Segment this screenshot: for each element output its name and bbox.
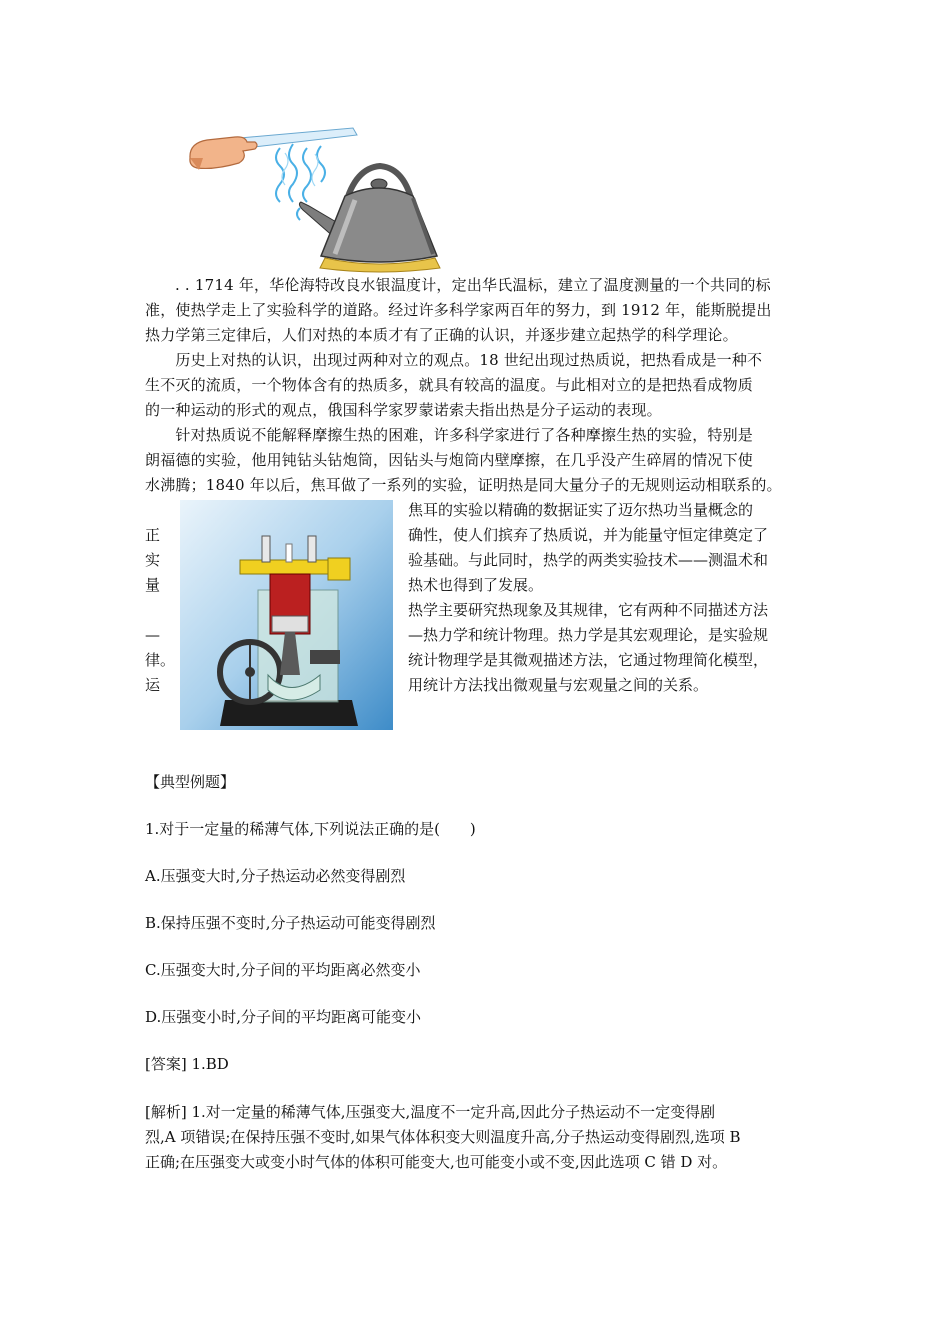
option-a: A.压强变大时,分子热运动必然变得剧烈 [145,867,406,885]
paragraph-line: 水沸腾；1840 年以后，焦耳做了一系列的实验，证明热是同大量分子的无规则运动相联系的。 [145,476,782,494]
paragraph-line: . . 1714 年，华伦海特改良水银温度计，定出华氏温标，建立了温度测量的一个共同的标 [175,276,771,294]
paragraph-line: 统计物理学是其微观描述方法，它通过物理简化模型， [408,651,769,669]
left-fragment: 正 [145,526,161,544]
question-text: 1.对于一定量的稀薄气体,下列说法正确的是( ) [145,820,476,838]
paragraph-line: 热力学第三定律后，人们对热的本质才有了正确的认识，并逐步建立起热学的科学理论。 [145,326,738,344]
paragraph-line: 朗福德的实验，他用钝钻头钻炮筒，因钻头与炮筒内壁摩擦，在几乎没产生碎屑的情况下使 [145,451,754,469]
left-fragment: 律。 [145,651,176,669]
paragraph-line: 的一种运动的形式的观点，俄国科学家罗蒙诺索夫指出热是分子运动的表现。 [145,401,662,419]
paragraph-line: 准，使热学走上了实验科学的道路。经过许多科学家两百年的努力，到 1912 年，能斯脱提出 [145,301,772,319]
left-fragment: 量 [145,576,161,594]
left-fragment: 实 [145,551,161,569]
option-d: D.压强变小时,分子间的平均距离可能变小 [145,1008,422,1026]
explanation-line: [解析] 1.对一定量的稀薄气体,压强变大,温度不一定升高,因此分子热运动不一定变得剧 [145,1103,716,1121]
paragraph-line: 确性，使人们摈弃了热质说，并为能量守恒定律奠定了 [408,526,769,544]
paragraph-line: 焦耳的实验以精确的数据证实了迈尔热功当量概念的 [408,501,754,519]
paragraph-line: —热力学和统计物理。热力学是其宏观理论，是实验规 [408,626,769,644]
left-fragment: 运 [145,676,161,694]
paragraph-2 [145,348,810,423]
paragraph-line: 热学主要研究热现象及其规律，它有两种不同描述方法 [408,601,769,619]
paragraph-line: 用统计方法找出微观量与宏观量之间的关系。 [408,676,709,694]
paragraph-line: 验基础。与此同时，热学的两类实验技术——测温术和 [408,551,769,569]
left-fragment: — [145,626,160,644]
kettle-illustration [185,118,450,273]
explanation-line: 烈,A 项错误;在保持压强不变时,如果气体体积变大则温度升高,分子热运动变得剧烈,选项 B [145,1128,741,1146]
answer-text: [答案] 1.BD [145,1055,229,1073]
section-heading: 【典型例题】 [145,773,236,791]
paragraph-line: 生不灭的流质，一个物体含有的热质多，就具有较高的温度。与此相对立的是把热看成物质 [145,376,754,394]
explanation-line: 正确;在压强变大或变小时气体的体积可能变大,也可能变小或不变,因此选项 C 错 D 对。 [145,1153,728,1171]
paragraph-line: 热术也得到了发展。 [408,576,544,594]
option-c: C.压强变大时,分子间的平均距离必然变小 [145,961,421,979]
explanation [145,1100,815,1175]
right-column-text [408,498,813,698]
option-b: B.保持压强不变时,分子热运动可能变得剧烈 [145,914,436,932]
paragraph-3 [145,423,825,498]
paragraph-1 [145,273,810,348]
engine-model-image [180,500,393,730]
paragraph-line: 历史上对热的认识，出现过两种对立的观点。18 世纪出现过热质说，把热看成是一种不 [145,351,763,369]
paragraph-line: 针对热质说不能解释摩擦生热的困难，许多科学家进行了各种摩擦生热的实验，特别是 [145,426,754,444]
